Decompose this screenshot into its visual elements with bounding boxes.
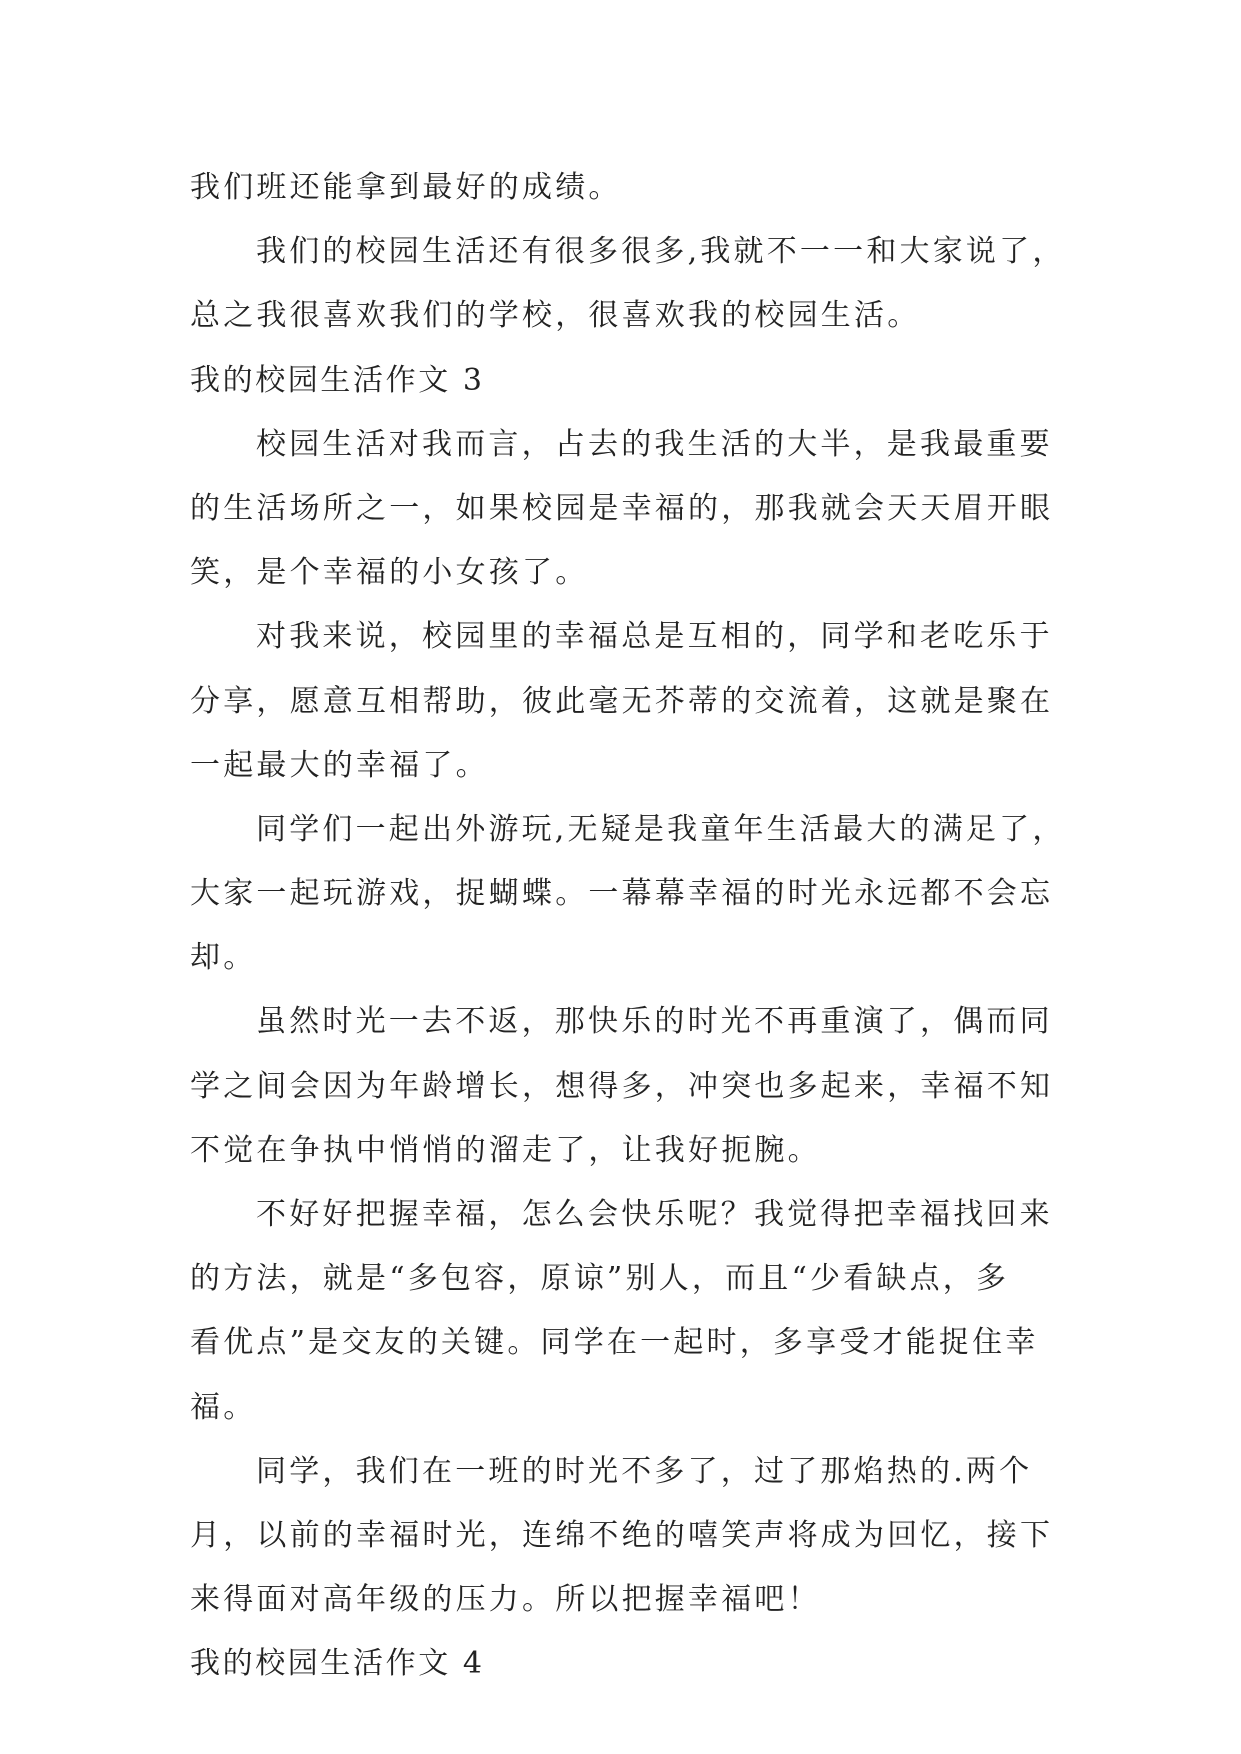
document-body — [190, 156, 1070, 1697]
paragraph-first-line: 我们的校园生活还有很多很多,我就不一一和大家说了， — [256, 234, 1066, 270]
body-text-line: 总之我很喜欢我们的学校，很喜欢我的校园生活。 — [190, 298, 921, 334]
body-text-line: 月，以前的幸福时光，连绵不绝的嘻笑声将成为回忆，接下 — [190, 1517, 1054, 1553]
body-text-line: 的方法，就是“多包容，原谅”别人，而且“少看缺点，多 — [190, 1261, 1010, 1297]
body-text-line: 来得面对高年级的压力。所以把握幸福吧！ — [190, 1582, 821, 1618]
body-text-line: 分享，愿意互相帮助，彼此毫无芥蒂的交流着，这就是聚在 — [190, 683, 1054, 719]
body-text-line: 我们班还能拿到最好的成绩。 — [190, 170, 622, 205]
body-text-line: 大家一起玩游戏，捉蝴蝶。一幕幕幸福的时光永远都不会忘 — [190, 876, 1054, 912]
paragraph-first-line: 同学，我们在一班的时光不多了，过了那焰热的.两个 — [256, 1453, 1033, 1489]
paragraph-first-line: 对我来说，校园里的幸福总是互相的，同学和老吃乐于 — [256, 619, 1053, 655]
section-heading: 我的校园生活作文 3 — [190, 362, 485, 398]
body-text-line: 笑，是个幸福的小女孩了。 — [190, 555, 589, 591]
section-heading: 我的校园生活作文 4 — [190, 1646, 485, 1682]
paragraph-first-line: 同学们一起出外游玩,无疑是我童年生活最大的满足了， — [256, 811, 1066, 847]
body-text-line: 却。 — [190, 940, 257, 976]
body-text-line: 一起最大的幸福了。 — [190, 747, 489, 783]
body-text-line: 的生活场所之一，如果校园是幸福的，那我就会天天眉开眼 — [190, 490, 1054, 526]
paragraph-first-line: 不好好把握幸福，怎么会快乐呢？我觉得把幸福找回来 — [256, 1197, 1053, 1232]
body-text-line: 看优点”是交友的关键。同学在一起时，多享受才能捉住幸 — [190, 1325, 1039, 1361]
paragraph-first-line: 虽然时光一去不返，那快乐的时光不再重演了，偶而同 — [256, 1004, 1053, 1040]
body-text-line: 学之间会因为年龄增长，想得多，冲突也多起来，幸福不知 — [190, 1068, 1054, 1104]
body-text-line: 福。 — [190, 1389, 257, 1425]
body-text-line: 不觉在争执中悄悄的溜走了，让我好扼腕。 — [190, 1132, 821, 1168]
paragraph-first-line: 校园生活对我而言，占去的我生活的大半，是我最重要 — [256, 426, 1053, 462]
